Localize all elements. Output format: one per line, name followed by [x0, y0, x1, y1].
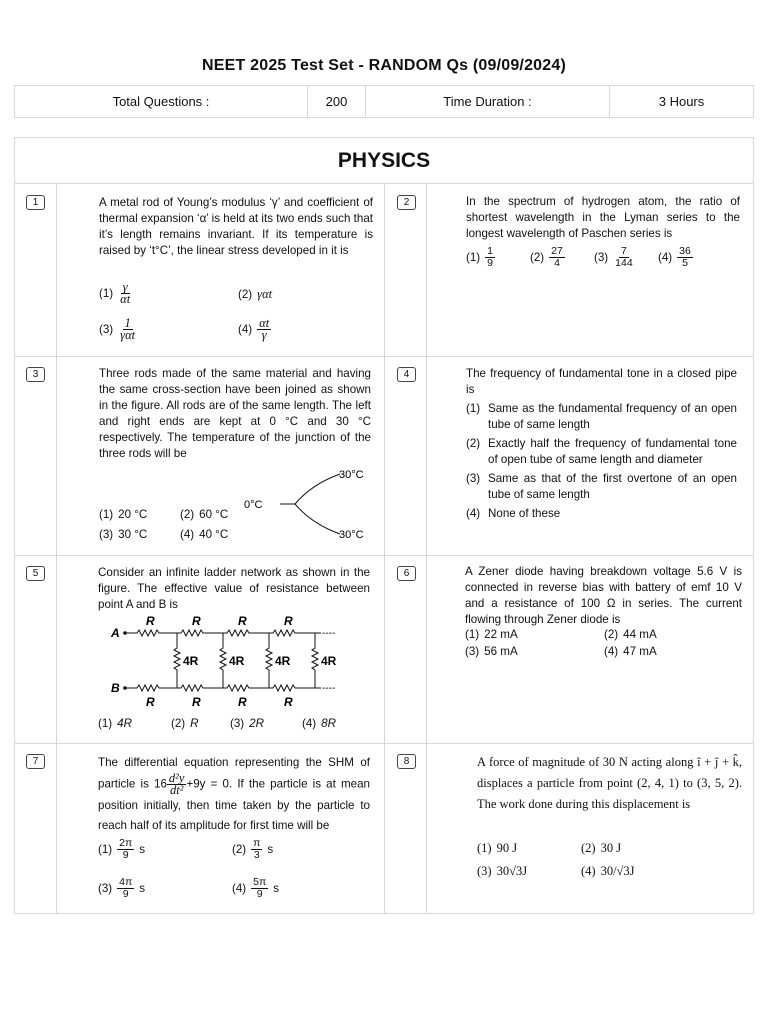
- grid-divider: [15, 356, 753, 357]
- option-text: 30 J: [600, 841, 622, 855]
- shunt-resistor: [312, 633, 318, 688]
- resistor-label: R: [284, 695, 293, 708]
- fraction-numerator: γ: [122, 280, 128, 294]
- fraction-denominator: αt: [120, 292, 131, 306]
- rod-bottom: [295, 504, 340, 534]
- option-text: 30√3J: [496, 864, 528, 878]
- option-fraction: [251, 838, 262, 861]
- option-label: (3): [230, 717, 245, 730]
- option: [98, 838, 145, 861]
- fraction-numerator: 27: [551, 245, 563, 257]
- question-text: Three rods made of the same material and having the same cross-section have been joined as shown in the figure. All rods are of the same length. The left and right ends are kept at 0 °C and 30 °C respectively. The temperature of the junction of the three rods will be: [99, 367, 371, 460]
- grid-divider: [56, 184, 57, 913]
- option: [466, 246, 495, 269]
- option: [530, 246, 565, 269]
- option-label: (3): [99, 528, 114, 541]
- resistor-label: R: [238, 695, 247, 708]
- option-text: 2R: [249, 717, 264, 730]
- shunt-label: 4R: [229, 654, 245, 668]
- option-fraction: [118, 282, 132, 305]
- option-unit: s: [139, 843, 146, 856]
- question-text: The frequency of fundamental tone in a closed pipe is: [466, 367, 737, 396]
- total-questions-label: Total Questions :: [15, 86, 308, 117]
- fraction-numerator: 1: [124, 316, 131, 330]
- option-text: 90 J: [496, 841, 518, 855]
- option: [171, 717, 199, 730]
- option-label: (1): [466, 251, 481, 264]
- option: [477, 864, 527, 879]
- option-text: 60 °C: [199, 508, 229, 521]
- option-label: (2): [232, 843, 247, 856]
- fraction-numerator: π: [253, 837, 261, 849]
- option: [98, 877, 145, 900]
- option: [99, 282, 132, 305]
- resistor-label: R: [146, 614, 155, 628]
- option: [466, 471, 737, 502]
- fraction-denominator: 144: [615, 257, 633, 269]
- option-fraction: [677, 246, 693, 269]
- fraction-numerator: 36: [679, 245, 691, 257]
- option-fraction: [485, 246, 495, 269]
- temp-bottom-label: 30°C: [339, 529, 364, 541]
- option-text: 20 °C: [118, 508, 148, 521]
- question-number: 6: [397, 566, 416, 581]
- option: [581, 864, 635, 879]
- option-text: R: [190, 717, 199, 730]
- question-text: A force of magnitude of 30 N acting along î + ĵ + k̂, displaces a particle from point (2, 4, 1) to (3, 5, 2). The work done during this displacement is: [477, 755, 742, 811]
- fraction-numerator: 5π: [253, 876, 267, 888]
- option: [594, 246, 635, 269]
- option: [238, 287, 272, 302]
- option-label: (1): [98, 717, 113, 730]
- question-text: In the spectrum of hydrogen atom, the ratio of shortest wavelength in the Lyman series to the longest wavelength of Paschen series is: [466, 195, 740, 240]
- temp-top-label: 30°C: [339, 469, 364, 481]
- option: [581, 841, 621, 856]
- option-text: 22 mA: [484, 628, 518, 641]
- question-number: 1: [26, 195, 45, 210]
- option-label: (4): [302, 717, 317, 730]
- fraction-numerator: 7: [621, 245, 627, 257]
- option-label: (1): [477, 841, 492, 855]
- option-label: (2): [581, 841, 596, 855]
- option-label: (4): [466, 507, 481, 520]
- option-label: (3): [99, 323, 114, 336]
- option-label: (2): [466, 437, 481, 450]
- question-number: 7: [26, 754, 45, 769]
- rods-junction-figure: [240, 464, 375, 544]
- option: [466, 506, 737, 522]
- option: [230, 717, 264, 730]
- continuation-mark: ----: [322, 628, 336, 639]
- option-label: (3): [477, 864, 492, 878]
- option-label: (2): [530, 251, 545, 264]
- fraction-denominator: 4: [554, 257, 560, 269]
- option-text: 44 mA: [623, 628, 657, 641]
- question-number: 2: [397, 195, 416, 210]
- subject-heading: PHYSICS: [15, 138, 753, 184]
- rod-top: [295, 474, 340, 504]
- option: [604, 628, 657, 641]
- fraction-denominator: 9: [122, 849, 129, 861]
- test-info-table: [14, 85, 754, 118]
- option-text: Same as that of the first overtone of an open tube of same length: [488, 472, 737, 501]
- option-label: (2): [171, 717, 186, 730]
- option-text: 4R: [117, 717, 132, 730]
- option: [232, 838, 273, 861]
- option: [180, 528, 228, 541]
- shunt-label: 4R: [183, 654, 199, 668]
- option-label: (1): [98, 843, 113, 856]
- shunt-resistor: [266, 633, 272, 688]
- question-number: 5: [26, 566, 45, 581]
- option-text: 8R: [321, 717, 336, 730]
- equation-fraction: [167, 773, 187, 796]
- option-fraction: [251, 877, 268, 900]
- option-fraction: [613, 246, 635, 269]
- option-text: 56 mA: [484, 645, 518, 658]
- time-duration-label: Time Duration :: [366, 86, 610, 117]
- shunt-label: 4R: [321, 654, 337, 668]
- option-unit: s: [273, 882, 280, 895]
- continuation-mark: ----: [322, 683, 336, 694]
- option-label: (4): [658, 251, 673, 264]
- question-text: A metal rod of Young’s modulus ‘γ’ and coefficient of thermal expansion ‘α’ is held at its two ends such that it’s length remains invariant. If its temperature is raised by ‘t°C’, the linear stress developed in it is: [99, 196, 373, 257]
- option-label: (3): [466, 472, 481, 485]
- resistor-label: R: [192, 695, 201, 708]
- fraction-denominator: 9: [122, 888, 129, 900]
- grid-divider: [426, 184, 427, 913]
- shunt-resistor: [220, 633, 226, 688]
- option-text: 30 °C: [118, 528, 148, 541]
- option: [99, 508, 147, 521]
- option-fraction: [118, 318, 137, 341]
- total-questions-value: 200: [308, 86, 366, 117]
- option-unit: s: [267, 843, 274, 856]
- option: [98, 717, 132, 730]
- point-b-label: B: [111, 681, 120, 695]
- questions-grid: [14, 137, 754, 914]
- option-unit: s: [139, 882, 146, 895]
- fraction-numerator: 1: [487, 245, 494, 257]
- fraction-numerator: d²y: [168, 771, 185, 785]
- option: [477, 841, 517, 856]
- option: [232, 877, 279, 900]
- option-label: (4): [581, 864, 596, 878]
- fraction-numerator: 4π: [119, 876, 133, 888]
- option-label: (2): [238, 288, 253, 301]
- option: [466, 401, 737, 432]
- option-label: (4): [604, 645, 619, 658]
- option-label: (1): [99, 508, 114, 521]
- shunt-label: 4R: [275, 654, 291, 668]
- fraction-denominator: 3: [253, 849, 260, 861]
- option-label: (4): [180, 528, 195, 541]
- grid-divider: [15, 555, 753, 556]
- question-text: Consider an infinite ladder network as shown in the figure. The effective value of resistance between point A and B is: [98, 566, 370, 611]
- shunt-resistor: [174, 633, 180, 688]
- question-text-part: The differential equation representing the SHM of particle is 16: [98, 756, 370, 791]
- fraction-denominator: γ: [261, 328, 267, 342]
- option-label: (3): [594, 251, 609, 264]
- option: [466, 436, 737, 467]
- resistor-label: R: [146, 695, 155, 708]
- option-fraction: [117, 838, 134, 861]
- option-label: (4): [238, 323, 253, 336]
- resistor-label: R: [192, 614, 201, 628]
- option-label: (2): [604, 628, 619, 641]
- option: [604, 645, 657, 658]
- question-text-part: +9y = 0. If the particle is at mean position initially, then time taken by the particle to reach half of its amplitude for first time will be: [98, 777, 370, 832]
- option-text: Same as the fundamental frequency of an open tube of same length: [488, 402, 737, 431]
- option: [180, 508, 228, 521]
- option: [465, 645, 518, 658]
- option: [302, 717, 336, 730]
- fraction-denominator: 9: [256, 888, 263, 900]
- resistor-label: R: [238, 614, 247, 628]
- option-label: (1): [99, 287, 114, 300]
- ladder-network-figure: [109, 613, 349, 708]
- time-duration-value: 3 Hours: [658, 94, 705, 109]
- point-a-label: A: [111, 626, 120, 640]
- option: [465, 628, 518, 641]
- option-fraction: [549, 246, 565, 269]
- option-fraction: [257, 318, 271, 341]
- fraction-denominator: dt²: [169, 783, 184, 797]
- option-label: (3): [465, 645, 480, 658]
- fraction-denominator: 5: [682, 257, 688, 269]
- option: [238, 318, 271, 341]
- question-number: 3: [26, 367, 45, 382]
- option: [658, 246, 693, 269]
- test-title: NEET 2025 Test Set - RANDOM Qs (09/09/2024): [202, 57, 566, 74]
- option-label: (1): [466, 402, 481, 415]
- option-list: [466, 401, 737, 526]
- option: [99, 528, 147, 541]
- option-text: 30/√3J: [600, 864, 635, 878]
- option-text: None of these: [488, 507, 561, 520]
- fraction-denominator: γαt: [120, 328, 136, 342]
- option-label: (2): [180, 508, 195, 521]
- temp-left-label: 0°C: [244, 499, 263, 511]
- option-label: (4): [232, 882, 247, 895]
- grid-divider: [384, 184, 385, 913]
- fraction-numerator: 2π: [119, 837, 133, 849]
- option-text: 47 mA: [623, 645, 657, 658]
- option-text: 40 °C: [199, 528, 229, 541]
- option: [99, 318, 137, 341]
- option-label: (3): [98, 882, 113, 895]
- question-text: [98, 753, 370, 836]
- option-text: γαt: [257, 287, 273, 301]
- option-label: (1): [465, 628, 480, 641]
- question-text: A Zener diode having breakdown voltage 5.6 V is connected in reverse bias with battery of emf 10 V and a resistance of 100 Ω in series. The current flowing through Zener diode is: [465, 565, 742, 626]
- question-number: 4: [397, 367, 416, 382]
- fraction-numerator: αt: [259, 316, 270, 330]
- question-number: 8: [397, 754, 416, 769]
- option-fraction: [117, 877, 134, 900]
- option-text: Exactly half the frequency of fundamental tone of open tube of same length and diameter: [488, 437, 737, 466]
- grid-divider: [15, 743, 753, 744]
- fraction-denominator: 9: [487, 257, 494, 269]
- resistor-label: R: [284, 614, 293, 628]
